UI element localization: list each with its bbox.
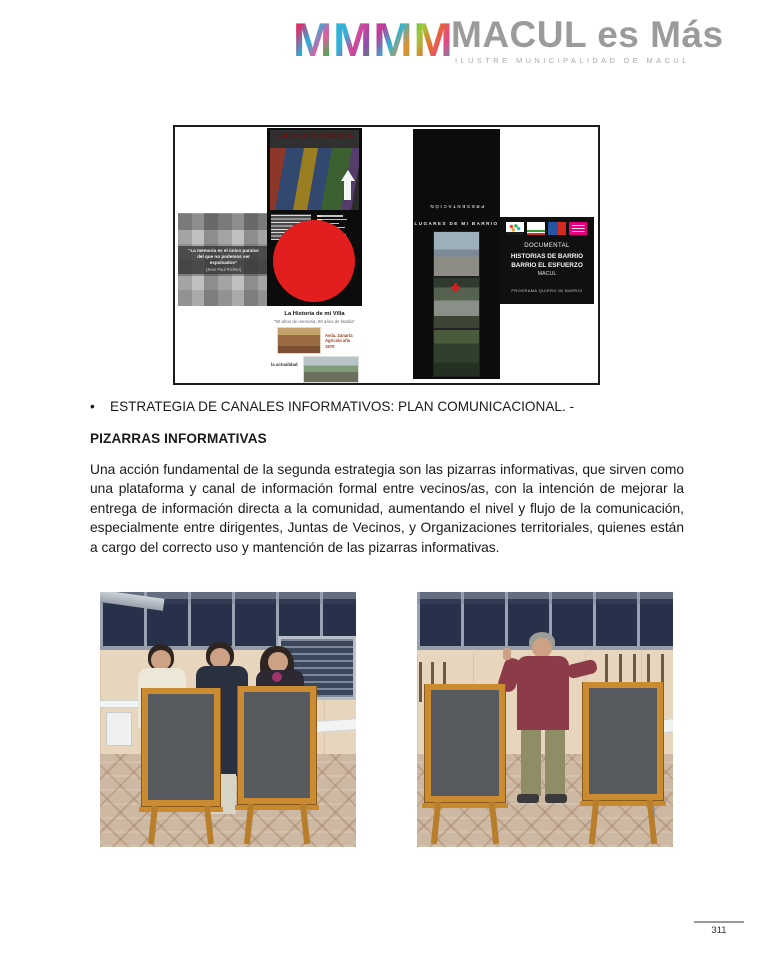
- memory-quote: “La memoria es el único paraíso del que no podemos ser expulsados”: [188, 248, 259, 265]
- ministerio-chile-logo-icon: [548, 222, 566, 235]
- grayscale-photo-collage: [178, 213, 269, 306]
- mmmm-logo-icon: MMMM: [293, 13, 454, 66]
- chalkboard-right: [238, 686, 316, 804]
- documental-label: DOCUMENTAL: [524, 243, 570, 249]
- present-day-photo: [303, 356, 359, 383]
- page-number: 311: [711, 925, 727, 936]
- upside-down-text-block: [422, 137, 491, 209]
- logo-subtitle: ILUSTRE MUNICIPALIDAD DE MACUL: [455, 56, 690, 65]
- historia-title: La Historia de mi Villa: [284, 311, 345, 317]
- footer-divider: [694, 921, 744, 923]
- white-chair: [106, 712, 132, 746]
- chalkboard-left: [425, 684, 505, 802]
- gobierno-logo-icon: [527, 222, 545, 235]
- historic-photo-caption: Avda. Zanarta Agrícola año 1970: [325, 333, 353, 349]
- quiero-mi-barrio-logo-icon: [506, 222, 524, 235]
- garden-photo: [433, 329, 480, 377]
- sponsor-logos-row: [506, 222, 588, 236]
- body-paragraph: Una acción fundamental de la segunda estrategia son las pizarras informativas, que sirven como una plataforma y canal de información formal entre vecinos/as, con la intención de mejorar la entrega de información directa a la comunidad, aumentando el nivel y flujo de la comunicación, especialmente entre dirigentes, Juntas de Vecinos, y Organizaciones territoriales, quienes están a cargo del correcto uso y mantención de las pizarras informativas.: [90, 462, 684, 555]
- chalkboard-right: [583, 682, 663, 800]
- presentacion-panel: [413, 129, 500, 379]
- territorio-title: TERRITORIO BARRIAL: [274, 133, 355, 139]
- historic-photo: [277, 327, 321, 354]
- photo-man-chalkboards: [417, 592, 673, 847]
- street-photo: [433, 231, 480, 277]
- neighborhood-photo-strip: [433, 231, 480, 377]
- bullet-text: ESTRATEGIA DE CANALES INFORMATIVOS: PLAN COMUNICACIONAL. -: [110, 399, 575, 414]
- aerial-map-image: [270, 130, 359, 210]
- territorio-barrial-panel: [267, 128, 362, 306]
- presentacion-label: PRESENTACIÓN: [428, 204, 485, 209]
- monument-photo: [433, 277, 480, 329]
- historia-villa-panel: [267, 306, 362, 383]
- bullet-icon: •: [90, 399, 95, 414]
- magenta-logo-icon: [569, 222, 587, 235]
- chalkboard-left: [142, 688, 220, 806]
- historia-subtitle: “50 años de memoria, 50 años de familia”: [273, 319, 356, 324]
- documental-city: MACUL: [537, 271, 557, 277]
- red-circle-graphic: [273, 220, 355, 302]
- municipality-logo: [293, 13, 724, 72]
- bullet-list-item: [90, 399, 690, 414]
- quote-attribution: (Jean Paul Richter): [205, 266, 242, 272]
- memory-quote-band: [178, 246, 269, 274]
- present-day-caption: la actualidad: [271, 362, 298, 367]
- documental-program: PROGRAMA QUIERO MI BARRIO: [511, 289, 583, 293]
- table-left: [100, 700, 140, 708]
- section-heading: PIZARRAS INFORMATIVAS: [90, 431, 267, 446]
- lugares-label: LUGARES DE MI BARRIO: [414, 221, 499, 226]
- brochure-collage-figure: [173, 125, 600, 385]
- documental-cover-panel: [500, 217, 594, 304]
- logo-title: MACUL es Más: [451, 14, 724, 55]
- photo-three-women-chalkboards: [100, 592, 356, 847]
- documental-title-2: BARRIO EL ESFUERZO: [511, 262, 583, 269]
- documental-title-1: HISTORIAS DE BARRIO: [510, 253, 584, 260]
